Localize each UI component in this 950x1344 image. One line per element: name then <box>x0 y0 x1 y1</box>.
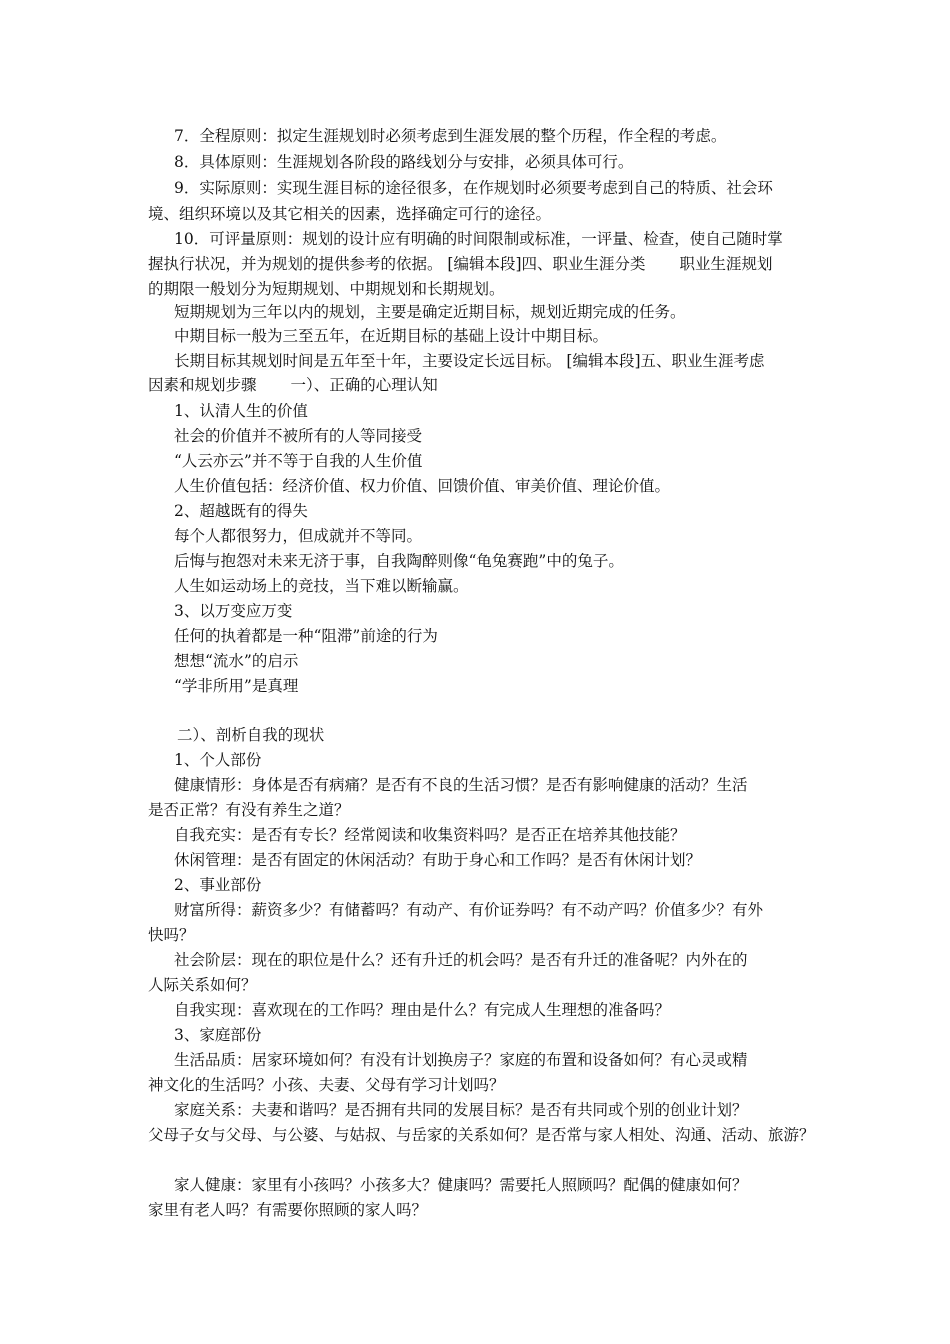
text-line: 2、超越既有的得失 <box>174 502 308 520</box>
text-line: 短期规划为三年以内的规划，主要是确定近期目标，规划近期完成的任务。 <box>174 303 686 321</box>
text-line: 一）、正确的心理认知 <box>290 376 438 394</box>
text-line: 2、事业部份 <box>174 876 262 894</box>
text-line: 家庭关系：夫妻和谐吗？是否拥有共同的发展目标？是否有共同或个别的创业计划？ <box>174 1101 748 1119</box>
text-line: 3、家庭部份 <box>174 1026 262 1044</box>
text-line: “人云亦云”并不等于自我的人生价值 <box>174 452 423 470</box>
text-line: 人生价值包括：经济价值、权力价值、回馈价值、审美价值、理论价值。 <box>174 477 671 495</box>
text-line: 1、认清人生的价值 <box>174 402 308 420</box>
text-line: 想想“流水”的启示 <box>174 652 299 670</box>
text-line: 健康情形：身体是否有病痛？是否有不良的生活习惯？是否有影响健康的活动？生活 <box>174 776 748 794</box>
text-line: 自我充实：是否有专长？经常阅读和收集资料吗？是否正在培养其他技能？ <box>174 826 686 844</box>
text-line: 人生如运动场上的竞技，当下难以断输赢。 <box>174 577 469 595</box>
text-line: 7．全程原则：拟定生涯规划时必须考虑到生涯发展的整个历程，作全程的考虑。 <box>174 127 727 145</box>
text-line: 家里有老人吗？有需要你照顾的家人吗？ <box>148 1201 428 1219</box>
text-line: 3、以万变应万变 <box>174 602 293 620</box>
text-line: 社会阶层：现在的职位是什么？还有升迁的机会吗？是否有升迁的准备呢？内外在的 <box>174 951 748 969</box>
text-line: 因素和规划步骤 <box>148 376 257 394</box>
text-line: 9．实际原则：实现生涯目标的途径很多，在作规划时必须要考虑到自己的特质、社会环 <box>174 179 773 197</box>
text-line: 8．具体原则：生涯规划各阶段的路线划分与安排，必须具体可行。 <box>174 153 634 171</box>
text-line: 职业生涯规划 <box>679 255 773 273</box>
text-line: 神文化的生活吗？小孩、夫妻、父母有学习计划吗？ <box>148 1076 505 1094</box>
text-line: 每个人都很努力，但成就并不等同。 <box>174 527 423 545</box>
text-line: 的期限一般划分为短期规划、中期规划和长期规划。 <box>148 280 505 298</box>
text-line: 后悔与抱怨对未来无济于事，自我陶醉则像“龟兔赛跑”中的兔子。 <box>174 552 624 570</box>
text-line: 任何的执着都是一种“阻滞”前途的行为 <box>174 627 438 645</box>
text-line: 中期目标一般为三至五年，在近期目标的基础上设计中期目标。 <box>174 327 609 345</box>
text-line: 人际关系如何？ <box>148 976 257 994</box>
text-line: 握执行状况，并为规划的提供参考的依据。 [编辑本段]四、职业生涯分类 <box>148 255 646 273</box>
text-line: 1、个人部份 <box>174 751 262 769</box>
text-line: “学非所用”是真理 <box>174 677 299 695</box>
text-line: 快吗？ <box>148 926 195 944</box>
text-line: 家人健康：家里有小孩吗？小孩多大？健康吗？需要托人照顾吗？配偶的健康如何？ <box>174 1176 748 1194</box>
text-line: 生活品质：居家环境如何？有没有计划换房子？家庭的布置和设备如何？有心灵或精 <box>174 1051 748 1069</box>
text-line-group <box>148 254 773 274</box>
text-line: 父母子女与父母、与公婆、与姑叔、与岳家的关系如何？是否常与家人相处、沟通、活动、旅游？ <box>148 1126 815 1144</box>
text-line: 社会的价值并不被所有的人等同接受 <box>174 427 423 445</box>
text-line: 财富所得：薪资多少？有储蓄吗？有动产、有价证券吗？有不动产吗？价值多少？有外 <box>174 901 764 919</box>
text-line-group <box>148 375 438 395</box>
text-line: 境、组织环境以及其它相关的因素，选择确定可行的途径。 <box>148 205 552 223</box>
text-line: 休闲管理：是否有固定的休闲活动？有助于身心和工作吗？是否有休闲计划？ <box>174 851 702 869</box>
text-line: 是否正常？有没有养生之道？ <box>148 801 350 819</box>
text-line: 自我实现：喜欢现在的工作吗？理由是什么？有完成人生理想的准备吗？ <box>174 1001 671 1019</box>
text-line: 长期目标其规划时间是五年至十年，主要设定长远目标。 [编辑本段]五、职业生涯考虑 <box>174 352 765 370</box>
text-line: 10．可评量原则：规划的设计应有明确的时间限制或标准，一评量、检查，使自己随时掌 <box>174 230 783 248</box>
text-line: 二）、剖析自我的现状 <box>177 726 325 744</box>
